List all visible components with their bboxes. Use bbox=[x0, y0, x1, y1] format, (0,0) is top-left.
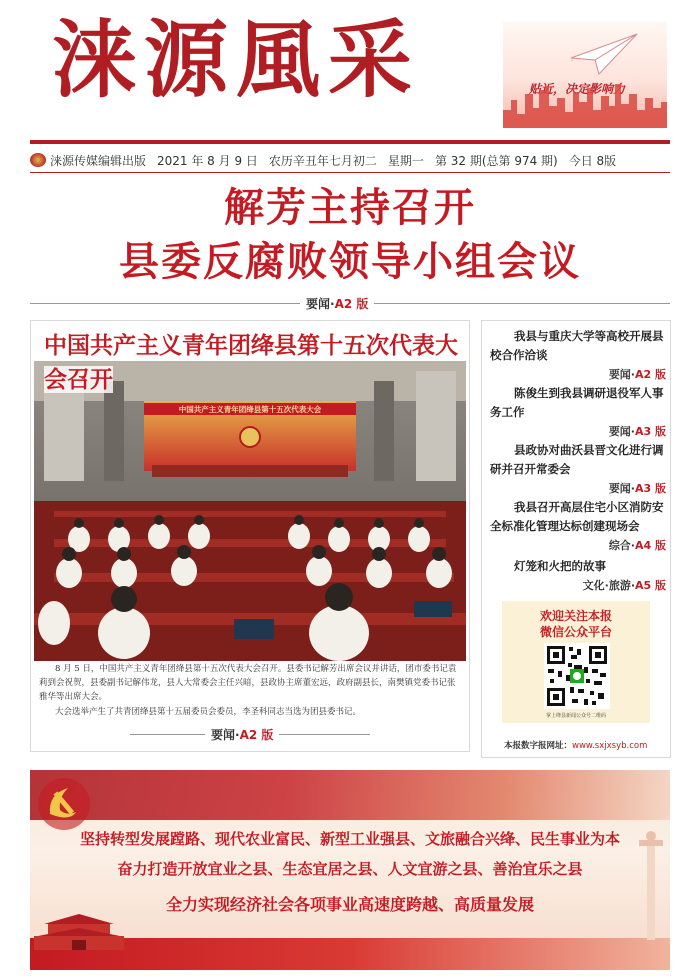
site-url: www.sxjxsyb.com bbox=[572, 741, 648, 751]
sidebar-item-page: A4 版 bbox=[635, 539, 666, 552]
ref-page: A2 版 bbox=[334, 297, 369, 311]
promo-box bbox=[503, 22, 667, 128]
qr-code-icon[interactable] bbox=[544, 643, 610, 709]
banner-line-1: 坚持转型发展蹚路、现代农业富民、新型工业强县、文旅融合兴绛、民生事业为本 bbox=[79, 830, 620, 848]
sidebar-item-title: 我县召开高层住宅小区消防安全标准化管理达标创建现场会 bbox=[490, 500, 664, 533]
masthead bbox=[0, 0, 700, 150]
info-rule bbox=[30, 172, 670, 173]
newspaper-title: 涞源風采 bbox=[52, 10, 421, 109]
sidebar-item[interactable] bbox=[490, 557, 666, 595]
stage-banner: 中国共产主义青年团绛县第十五次代表大会 bbox=[178, 405, 322, 414]
photo-caption bbox=[39, 662, 463, 719]
sidebar-item-section: 文化·旅游· bbox=[582, 579, 635, 592]
sidebar-item-page: A3 版 bbox=[635, 425, 666, 438]
issue-date: 2021 年 8 月 9 日 bbox=[157, 153, 258, 168]
digital-edition-site[interactable] bbox=[504, 739, 647, 751]
sidebar-item-page: A3 版 bbox=[635, 482, 666, 495]
hammer-sickle-icon bbox=[36, 776, 92, 832]
main-story[interactable] bbox=[30, 320, 470, 752]
paper-plane-icon bbox=[569, 30, 639, 76]
banner-bottom-band bbox=[30, 938, 670, 970]
conference-hall-image bbox=[34, 361, 466, 661]
ref-page: A2 版 bbox=[239, 728, 274, 742]
headline-line-1: 解芳主持召开 bbox=[224, 185, 476, 231]
sidebar-news-index bbox=[481, 320, 671, 758]
sidebar-item-page: A5 版 bbox=[635, 579, 666, 592]
qr-note: 掌上绛县新闻公众号二维码 bbox=[545, 713, 606, 719]
wechat-line-1: 欢迎关注本报 bbox=[539, 609, 612, 623]
sidebar-item[interactable] bbox=[490, 441, 666, 498]
ref-section: 要闻· bbox=[306, 297, 335, 311]
page-count: 今日 8版 bbox=[568, 153, 617, 168]
headline-line-2: 县委反腐败领导小组会议 bbox=[119, 239, 581, 285]
banner-line-2: 奋力打造开放宜业之县、生态宜居之县、人文宜游之县、善治宜乐之县 bbox=[117, 860, 583, 878]
city-skyline-icon bbox=[503, 80, 667, 128]
weekday: 星期一 bbox=[387, 153, 424, 168]
sidebar-item-page: A2 版 bbox=[635, 368, 666, 381]
banner-top-band bbox=[30, 770, 670, 820]
conference-photo bbox=[34, 361, 466, 661]
sidebar-item-title: 灯笼和火把的故事 bbox=[514, 559, 606, 573]
headline-page-ref[interactable] bbox=[300, 295, 374, 312]
issue-info-bar bbox=[30, 151, 670, 169]
tiananmen-gate-icon bbox=[34, 910, 124, 950]
caption-paragraph-2: 大会选举产生了共青团绛县第十五届委员会委员，李圣科同志当选为团县委书记。 bbox=[55, 707, 362, 717]
story-title bbox=[44, 329, 464, 397]
sidebar-item-title: 陈俊生到我县调研退役军人事务工作 bbox=[490, 386, 664, 419]
sidebar-item-section: 综合· bbox=[608, 539, 635, 552]
sidebar-item-section: 要闻· bbox=[608, 425, 635, 438]
publisher-logo-icon bbox=[30, 153, 46, 167]
wechat-line-2: 微信公众平台 bbox=[539, 625, 612, 639]
masthead-rule bbox=[30, 140, 670, 144]
wechat-promo bbox=[502, 601, 650, 723]
story-page-ref[interactable] bbox=[205, 726, 279, 743]
sidebar-item[interactable] bbox=[490, 327, 666, 384]
site-label: 本报数字报网址： bbox=[504, 741, 573, 751]
story-title-text: 中国共产主义青年团绛县第十五次代表大会召开 bbox=[44, 332, 458, 393]
banner-line-3: 全力实现经济社会各项事业高速度跨越、高质量发展 bbox=[165, 895, 534, 914]
sidebar-item[interactable] bbox=[490, 384, 666, 441]
sidebar-item[interactable] bbox=[490, 498, 666, 555]
lead-headline[interactable] bbox=[0, 185, 700, 285]
issue-number: 第 32 期(总第 974 期) bbox=[434, 153, 558, 168]
publisher: 涞源传媒编辑出版 bbox=[50, 153, 147, 168]
ref-section: 要闻· bbox=[211, 728, 240, 742]
slogan-banner bbox=[30, 770, 670, 970]
caption-paragraph-1: 8 月 5 日，中国共产主义青年团绛县第十五次代表大会召开。县委书记解芳出席会议并讲话，团市委书记袁莉到会祝贺，县委副书记解伟龙，县人大常委会主任兴暗，县政协主席董宏远，政府副县长，南樊镇党委书记张雅华等出席大会。 bbox=[39, 664, 457, 702]
lunar-date: 农历辛丑年七月初二 bbox=[268, 153, 377, 168]
promo-slogan: 贴近，决定影响力 bbox=[529, 82, 626, 96]
sidebar-item-title: 我县与重庆大学等高校开展县校合作洽谈 bbox=[490, 329, 664, 362]
sidebar-item-section: 要闻· bbox=[608, 368, 635, 381]
sidebar-item-title: 县政协对曲沃县晋文化进行调研并召开常委会 bbox=[490, 443, 664, 476]
sidebar-item-section: 要闻· bbox=[608, 482, 635, 495]
